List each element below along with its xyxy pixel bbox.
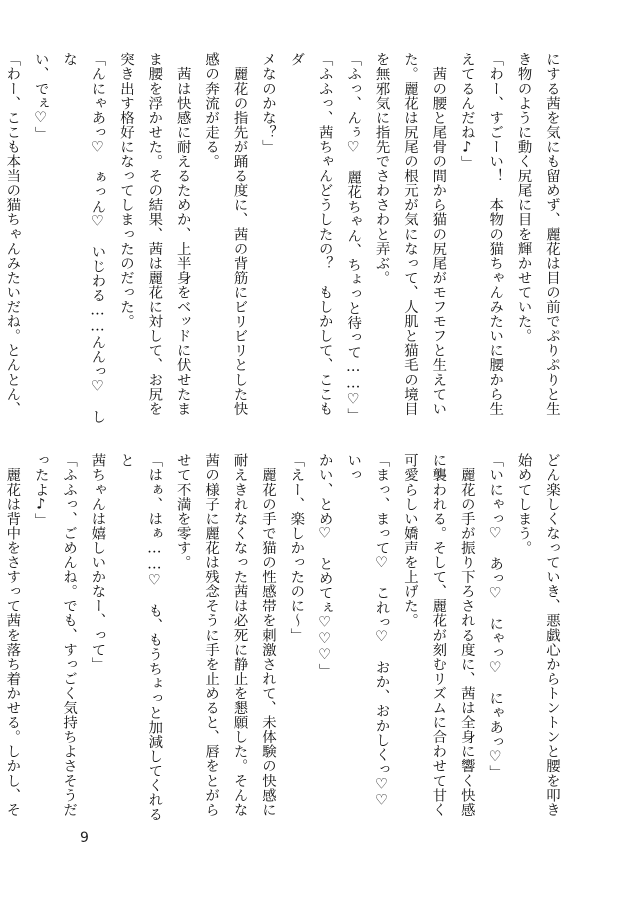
text-line: にする茜を気にも留めず、麗花は目の前でぷりぷりと生 (544, 52, 560, 416)
text-line: 茜の腰と尾骨の間から猫の尻尾がモフモフと生えてい (430, 52, 447, 416)
text-line: メなのかな？」 (259, 52, 276, 154)
text-line: た。麗花は尻尾の根元が気になって、人肌と猫毛の境目 (401, 52, 418, 416)
text-line: 感の奔流が走る。 (203, 52, 220, 169)
text-line: 茜の様子に麗花は残念そうに手を止めると、唇をとがら (203, 453, 220, 817)
text-line: 「いにゃっ♡ あっ♡ にゃっ♡ にゃあっ♡」 (487, 453, 504, 780)
text-line: 「ふふっ、ごめんね。でも、すっごく気持ちよさそうだ (61, 453, 78, 817)
text-line: 始めてしまう。 (515, 453, 532, 555)
text-line: 「えー、楽しかったのに～」 (288, 453, 305, 643)
text-line: ったよ♪」 (32, 453, 49, 528)
text-line: どん楽しくなっていき、悪戯心からトントンと腰を叩き (544, 453, 560, 817)
text-line: 麗花の手で猫の性感帯を刺激されて、未体験の快感に (259, 453, 276, 817)
text-line: 「んにゃあっ♡ ぁっん♡ いじわる……んんっ♡ しな (61, 52, 106, 424)
text-line: 「わー、ここも本当の猫ちゃんみたいだね。とんとん、 (4, 52, 21, 416)
text-line: 麗花の手が振り下ろされる度に、茜は全身に響く快感 (458, 453, 475, 817)
text-line: い、でぇ♡」 (32, 52, 49, 141)
page-number: 9 (80, 830, 89, 846)
text-line: 麗花の指先が踊る度に、茜の背筋にビリビリとした快 (231, 52, 248, 416)
text-line: 可愛らしい嬌声を上げた。 (401, 453, 418, 628)
text-line: に襲われる。そして、麗花が刻むリズムに合わせて甘く (430, 453, 447, 817)
text-line: き物のように動く尻尾に目を輝かせていた。 (515, 52, 532, 343)
text-line: えてるんだね♪」 (458, 52, 475, 170)
upper-text-column (4, 52, 566, 424)
text-line: 耐えきれなくなった茜は必死に静止を懇願した。そんな (231, 453, 248, 817)
lower-text-column (4, 453, 566, 825)
text-line: 突き出す格好になってしまったのだった。 (117, 52, 134, 329)
text-line: 「わー、すごーい！ 本物の猫ちゃんみたいに腰から生 (487, 52, 504, 416)
text-line: 麗花は背中をさすって茜を落ち着かせる。しかし、そ (4, 453, 21, 817)
text-line: 「ふっ、んぅ♡ 麗花ちゃん、ちょっと待って……♡」 (345, 52, 362, 423)
text-line: せて不満を零す。 (174, 453, 191, 570)
text-line: 茜は快感に耐えるためか、上半身をベッドに伏せたま (174, 52, 191, 416)
text-line: 「まっ、まって♡ これっ♡ おか、おかしくっ♡♡ いっ (345, 453, 390, 824)
text-line: 茜ちゃんは嬉しいかなー、って」 (89, 453, 106, 672)
text-line: を無邪気に指先でさわさわと弄ぶ。 (373, 52, 390, 285)
text-line: 「はぁ、はぁ……♡ も、もうちょっと加減してくれると (117, 453, 163, 822)
text-line: 「ふふっ、茜ちゃんどうしたの？ もしかして、ここもダ (288, 52, 333, 416)
text-line: かい、とめ♡ とめてぇ♡♡♡」 (316, 453, 333, 678)
text-line: ま腰を浮かせた。その結果、茜は麗花に対して、お尻を (146, 52, 163, 416)
